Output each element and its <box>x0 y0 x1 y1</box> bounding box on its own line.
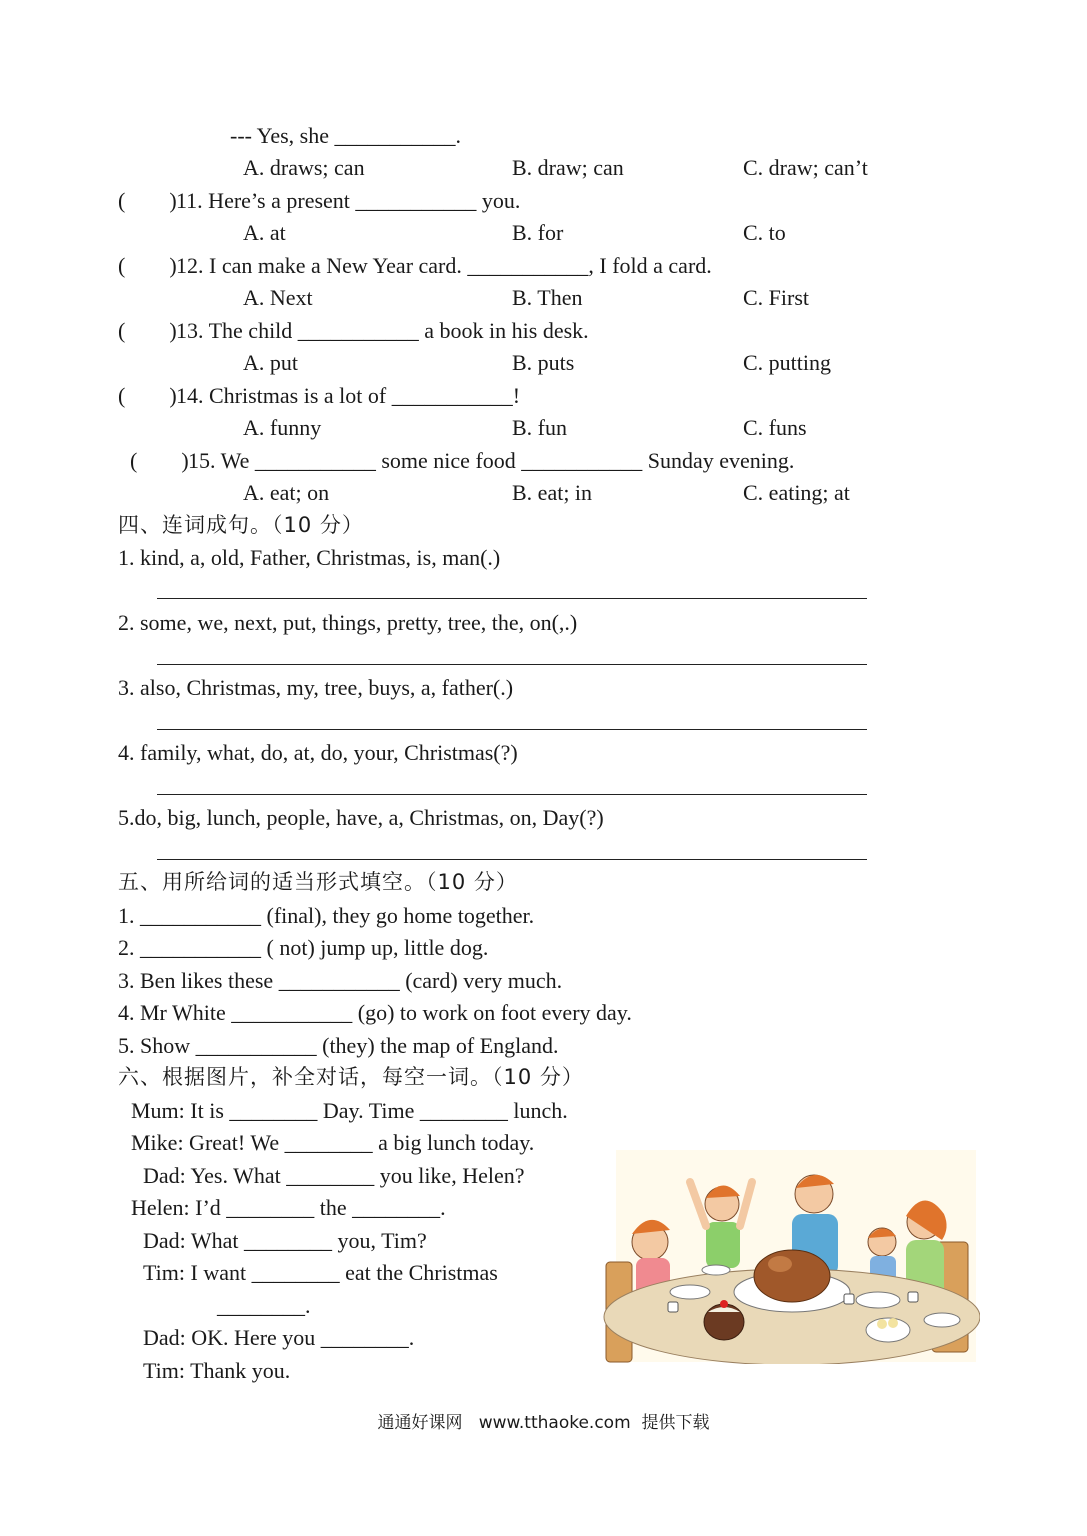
option-a: A. funny <box>243 415 322 440</box>
reorder-item: 2. some, we, next, put, things, pretty, tree, the, on(,.) <box>118 610 578 635</box>
dialogue-line: Mum: It is ________ Day. Time ________ lunch. <box>131 1098 568 1123</box>
option-b: B. puts <box>512 350 575 375</box>
dialogue-line: Tim: I want ________ eat the Christmas <box>143 1260 498 1285</box>
q10-option-a: A. draws; can <box>243 155 365 180</box>
section5-heading: 五、用所给词的适当形式填空。（10 分） <box>118 870 518 894</box>
page-footer: 通通好课网 www.tthaoke.com 提供下载 <box>377 1413 710 1433</box>
dialogue-line: ________. <box>217 1293 311 1318</box>
fill-item: 4. Mr White ___________ (go) to work on foot every day. <box>118 1000 632 1025</box>
answer-paren: ( ) <box>118 253 177 278</box>
option-c: C. funs <box>743 415 807 440</box>
answer-line <box>157 794 867 795</box>
option-b: B. for <box>512 220 564 245</box>
option-a: A. at <box>243 220 286 245</box>
question-stem: 11. Here’s a present ___________ you. <box>176 188 521 213</box>
option-b: B. Then <box>512 285 583 310</box>
option-a: A. put <box>243 350 298 375</box>
answer-line <box>157 729 867 730</box>
question-stem: 12. I can make a New Year card. ___________, I fold a card. <box>176 253 712 278</box>
option-c: C. eating; at <box>743 480 850 505</box>
answer-paren: ( ) <box>118 383 177 408</box>
option-b: B. fun <box>512 415 567 440</box>
option-a: A. eat; on <box>243 480 330 505</box>
q10-option-c: C. draw; can’t <box>743 155 868 180</box>
dialogue-line: Dad: Yes. What ________ you like, Helen? <box>143 1163 525 1188</box>
answer-paren: ( ) <box>118 318 177 343</box>
option-a: A. Next <box>243 285 313 310</box>
fill-item: 5. Show ___________ (they) the map of England. <box>118 1033 559 1058</box>
answer-paren: ( ) <box>118 188 177 213</box>
fill-item: 1. ___________ (final), they go home together. <box>118 903 535 928</box>
answer-line <box>157 859 867 860</box>
option-b: B. eat; in <box>512 480 593 505</box>
answer-line <box>157 664 867 665</box>
fill-item: 3. Ben likes these ___________ (card) very much. <box>118 968 563 993</box>
question-stem: 13. The child ___________ a book in his desk. <box>176 318 589 343</box>
option-c: C. to <box>743 220 786 245</box>
reorder-item: 1. kind, a, old, Father, Christmas, is, man(.) <box>118 545 501 570</box>
reorder-item: 5.do, big, lunch, people, have, a, Christmas, on, Day(?) <box>118 805 604 830</box>
q10-answer-line: --- Yes, she ___________. <box>230 123 461 148</box>
fill-item: 2. ___________ ( not) jump up, little dog. <box>118 935 489 960</box>
question-stem: 15. We ___________ some nice food ___________ Sunday evening. <box>188 448 795 473</box>
dialogue-line: Dad: OK. Here you ________. <box>143 1325 415 1350</box>
dialogue-line: Dad: What ________ you, Tim? <box>143 1228 427 1253</box>
question-stem: 14. Christmas is a lot of ___________! <box>176 383 521 408</box>
reorder-item: 4. family, what, do, at, do, your, Christmas(?) <box>118 740 518 765</box>
section6-heading: 六、根据图片，补全对话，每空一词。（10 分） <box>118 1065 584 1089</box>
dialogue-line: Helen: I’d ________ the ________. <box>131 1195 446 1220</box>
dialogue-line: Mike: Great! We ________ a big lunch today. <box>131 1130 535 1155</box>
option-c: C. putting <box>743 350 832 375</box>
section4-heading: 四、连词成句。（10 分） <box>118 513 364 537</box>
option-c: C. First <box>743 285 810 310</box>
answer-paren: ( ) <box>130 448 189 473</box>
reorder-item: 3. also, Christmas, my, tree, buys, a, father(.) <box>118 675 514 700</box>
christmas-dinner-illustration <box>602 1142 980 1364</box>
q10-option-b: B. draw; can <box>512 155 624 180</box>
answer-line <box>157 598 867 599</box>
dialogue-line: Tim: Thank you. <box>143 1358 291 1383</box>
